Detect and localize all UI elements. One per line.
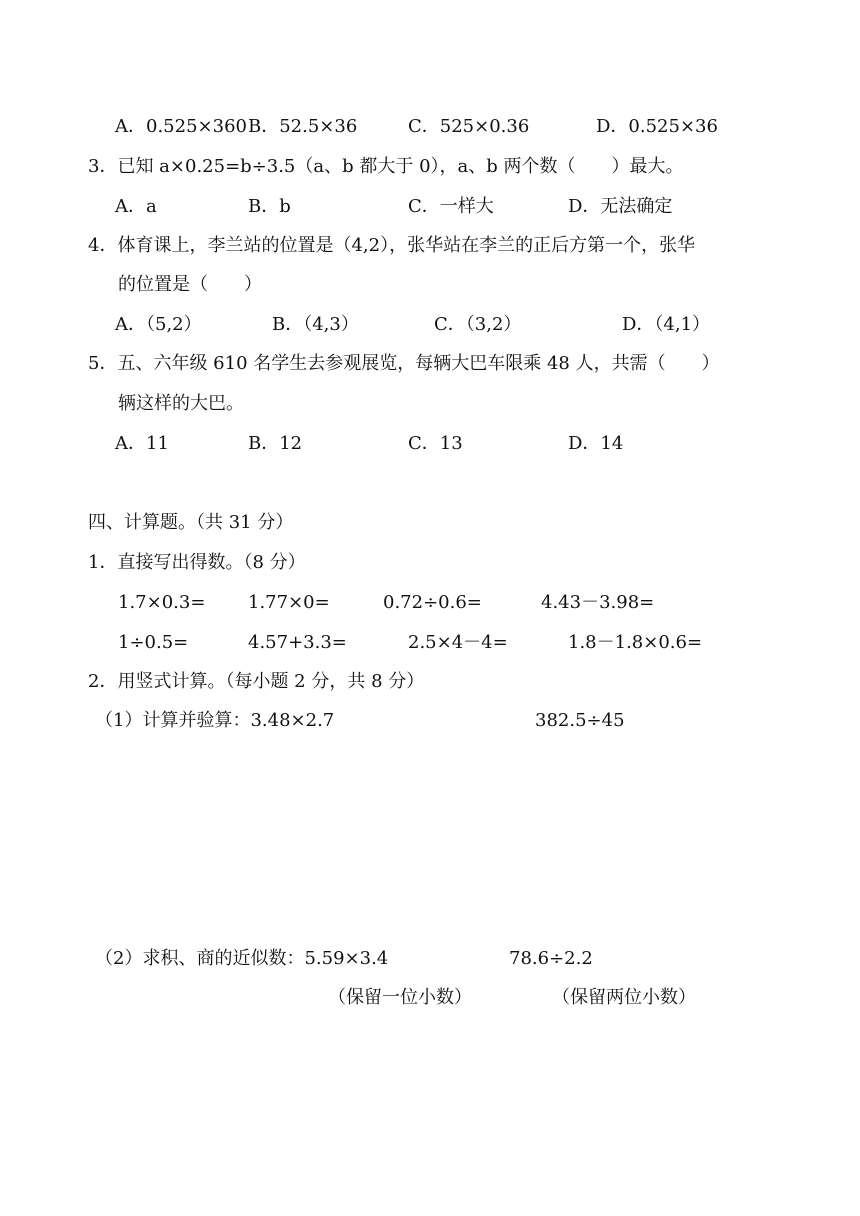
math-item: 2.5×4－4=: [408, 632, 508, 653]
part1-title: 1．直接写出得数。（8 分）: [88, 552, 306, 573]
section-title: 四、计算题。（共 31 分）: [88, 512, 294, 533]
part2-sub2-second: 78.6÷2.2: [509, 948, 593, 969]
math-item: 1÷0.5=: [118, 632, 189, 653]
part2-sub1-label: （1）计算并验算：3.48×2.7: [95, 710, 335, 731]
part2-title: 2．用竖式计算。（每小题 2 分，共 8 分）: [88, 671, 425, 692]
math-item: 0.72÷0.6=: [383, 592, 482, 613]
math-item: 1.77×0=: [248, 592, 330, 613]
q2-option-b: B．52.5×36: [248, 116, 358, 137]
q3-option-a: A．a: [115, 196, 157, 217]
q4-question-line2: 的位置是（ ）: [118, 274, 262, 295]
note-two-decimals: （保留两位小数）: [552, 987, 696, 1008]
q4-question-line1: 4．体育课上，李兰站的位置是（4,2），张华站在李兰的正后方第一个，张华: [88, 235, 696, 256]
q2-option-a: A．0.525×360: [115, 116, 247, 137]
q5-option-a: A．11: [115, 433, 169, 454]
part2-sub2-label: （2）求积、商的近似数：5.59×3.4: [95, 948, 389, 969]
q5-question-line2: 辆这样的大巴。: [118, 393, 244, 414]
q4-option-b: B．（4,3）: [272, 314, 359, 335]
note-one-decimal: （保留一位小数）: [328, 987, 472, 1008]
q2-option-d: D．0.525×36: [596, 116, 718, 137]
part2-sub1-second: 382.5÷45: [535, 710, 625, 731]
math-item: 4.43－3.98=: [541, 592, 655, 613]
q5-option-d: D．14: [568, 433, 624, 454]
math-item: 4.57+3.3=: [248, 632, 347, 653]
q4-option-c: C．（3,2）: [434, 314, 522, 335]
q4-option-d: D．（4,1）: [622, 314, 711, 335]
q3-option-b: B．b: [248, 196, 291, 217]
q2-option-c: C．525×0.36: [408, 116, 530, 137]
q5-option-c: C．13: [408, 433, 463, 454]
q4-option-a: A．（5,2）: [115, 314, 202, 335]
q3-option-c: C．一样大: [408, 196, 494, 217]
q3-question: 3．已知 a×0.25=b÷3.5（a、b 都大于 0），a、b 两个数（ ）最大。: [88, 156, 684, 177]
q3-option-d: D．无法确定: [568, 196, 673, 217]
math-item: 1.8－1.8×0.6=: [568, 632, 703, 653]
q5-question-line1: 5．五、六年级 610 名学生去参观展览，每辆大巴车限乘 48 人，共需（ ）: [88, 353, 720, 374]
math-item: 1.7×0.3=: [118, 592, 206, 613]
q5-option-b: B．12: [248, 433, 303, 454]
